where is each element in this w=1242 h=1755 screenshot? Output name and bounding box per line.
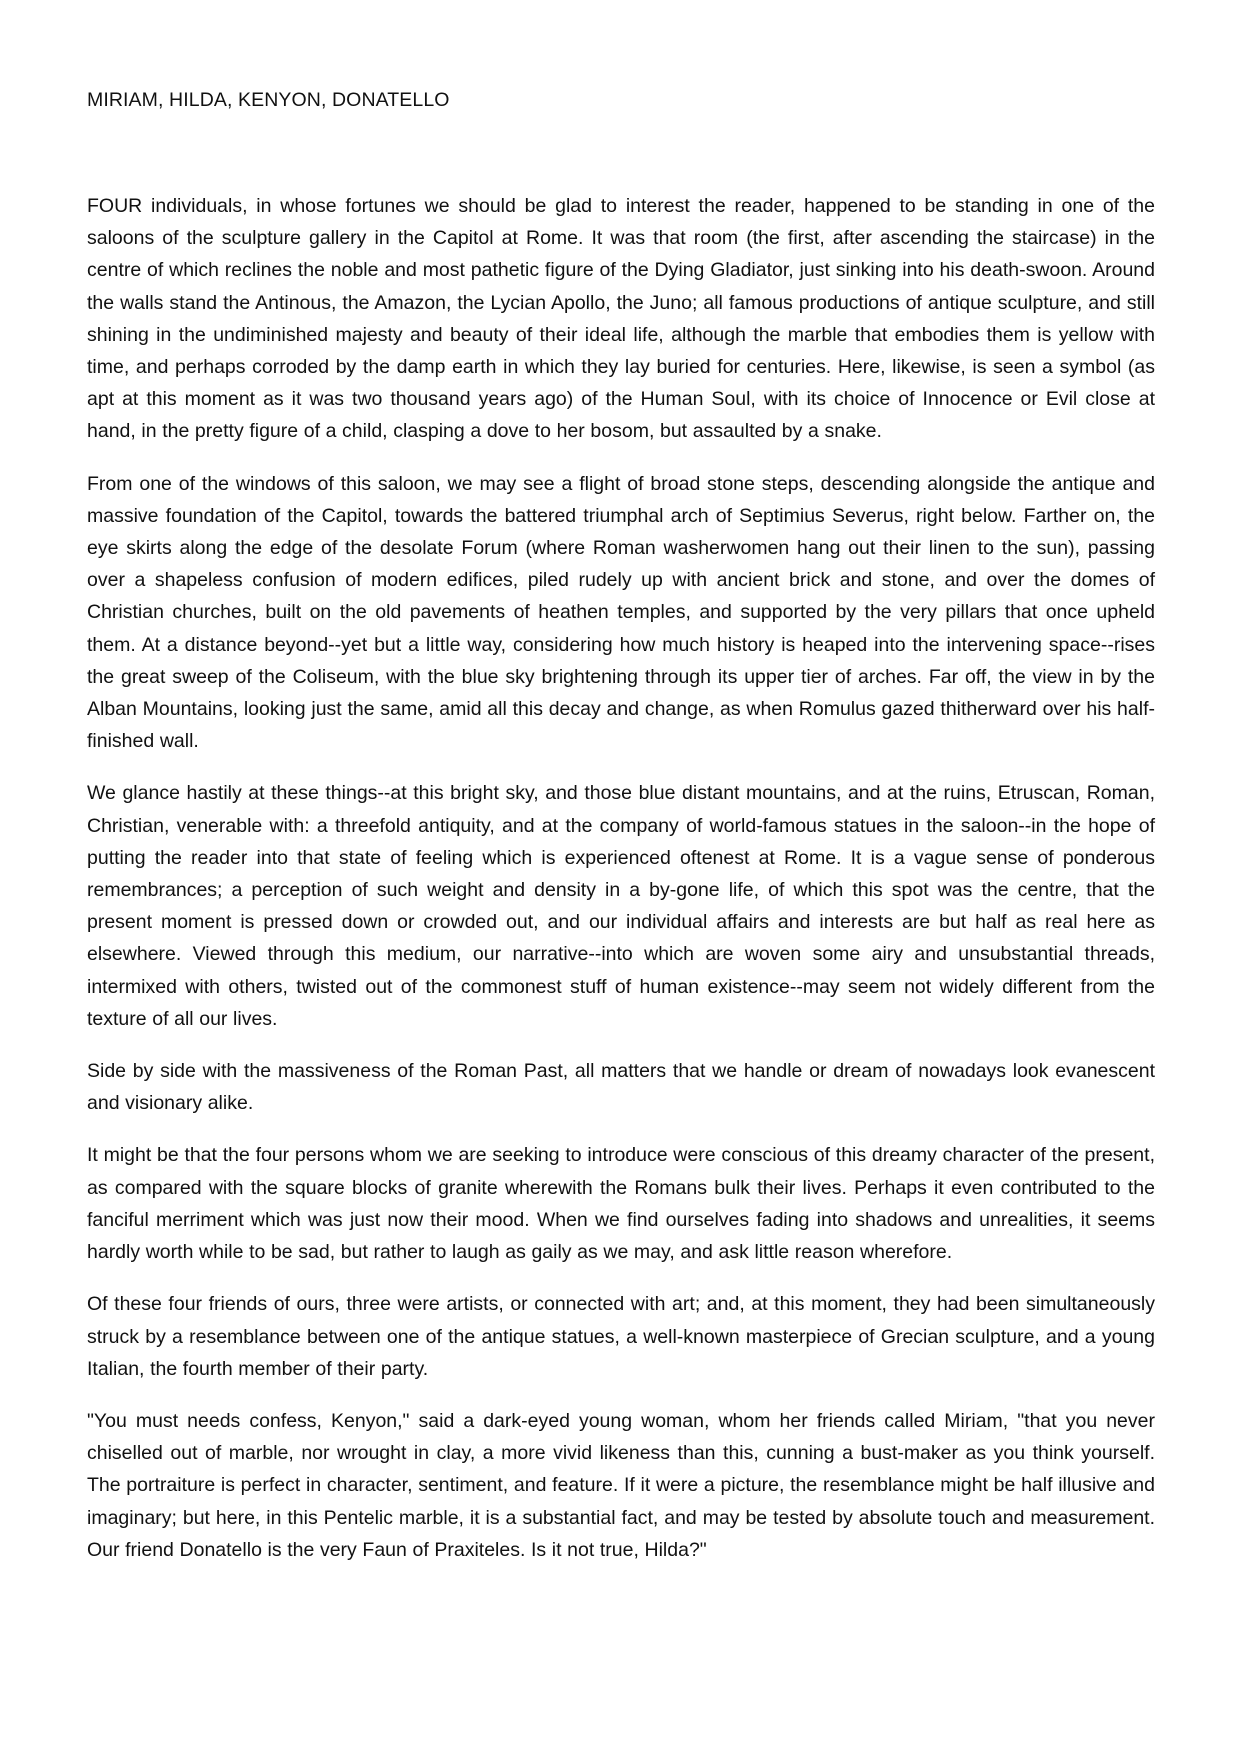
paragraph: FOUR individuals, in whose fortunes we should be glad to interest the reader, happened to be standing in one of the saloons of the sculpture gallery in the Capitol at Rome. It was that room (the first, after ascending the staircase) in the centre of which reclines the noble and most pathetic figure of the Dying Gladiator, just sinking into his death-swoon. Around the walls stand the Antinous, the Amazon, the Lycian Apollo, the Juno; all famous productions of antique sculpture, and still shining in the undiminished majesty and beauty of their ideal life, although the marble that embodies them is yellow with time, and perhaps corroded by the damp earth in which they lay buried for centuries. Here, likewise, is seen a symbol (as apt at this moment as it was two thousand years ago) of the Human Soul, with its choice of Innocence or Evil close at hand, in the pretty figure of a child, clasping a dove to her bosom, but assaulted by a snake. <box>87 195 1155 443</box>
paragraph: We glance hastily at these things--at this bright sky, and those blue distant mountains, and at the ruins, Etruscan, Roman, Christian, venerable with: a threefold antiquity, and at the company of world-famous statues in the saloon--in the hope of putting the reader into that state of feeling which is experienced oftenest at Rome. It is a vague sense of ponderous remembrances; a perception of such weight and density in a by-gone life, of which this spot was the centre, that the present moment is pressed down or crowded out, and our individual affairs and interests are but half as real here as elsewhere. Viewed through this medium, our narrative--into which are woven some airy and unsubstantial threads, intermixed with others, twisted out of the commonest stuff of human existence--may seem not widely different from the texture of all our lives. <box>87 782 1155 1030</box>
chapter-body <box>87 190 1155 1586</box>
paragraph: "You must needs confess, Kenyon," said a dark-eyed young woman, whom her friends called Miriam, "that you never chiselled out of marble, nor wrought in clay, a more vivid likeness than this, cunning a bust-maker as you think yourself. The portraiture is perfect in character, sentiment, and feature. If it were a picture, the resemblance might be half illusive and imaginary; but here, in this Pentelic marble, it is a substantial fact, and may be tested by absolute touch and measurement. Our friend Donatello is the very Faun of Praxiteles. Is it not true, Hilda?" <box>87 1409 1155 1561</box>
paragraph: Of these four friends of ours, three were artists, or connected with art; and, at this moment, they had been simultaneously struck by a resemblance between one of the antique statues, a well-known masterpiece of Grecian sculpture, and a young Italian, the fourth member of their party. <box>87 1293 1155 1380</box>
chapter-heading: MIRIAM, HILDA, KENYON, DONATELLO <box>87 89 450 111</box>
paragraph: Side by side with the massiveness of the Roman Past, all matters that we handle or dream of nowadays look evanescent and visionary alike. <box>87 1060 1155 1115</box>
paragraph: It might be that the four persons whom we are seeking to introduce were conscious of this dreamy character of the present, as compared with the square blocks of granite wherewith the Romans bulk their lives. Perhaps it even contributed to the fanciful merriment which was just now their mood. When we find ourselves fading into shadows and unrealities, it seems hardly worth while to be sad, but rather to laugh as gaily as we may, and ask little reason wherefore. <box>87 1144 1155 1264</box>
paragraph: From one of the windows of this saloon, we may see a flight of broad stone steps, descending alongside the antique and massive foundation of the Capitol, towards the battered triumphal arch of Septimius Severus, right below. Farther on, the eye skirts along the edge of the desolate Forum (where Roman washerwomen hang out their linen to the sun), passing over a shapeless confusion of modern edifices, piled rudely up with ancient brick and stone, and over the domes of Christian churches, built on the old pavements of heathen temples, and supported by the very pillars that once upheld them. At a distance beyond--yet but a little way, considering how much history is heaped into the intervening space--rises the great sweep of the Coliseum, with the blue sky brightening through its upper tier of arches. Far off, the view in by the Alban Mountains, looking just the same, amid all this decay and change, as when Romulus gazed thitherward over his half-finished wall. <box>87 472 1155 753</box>
